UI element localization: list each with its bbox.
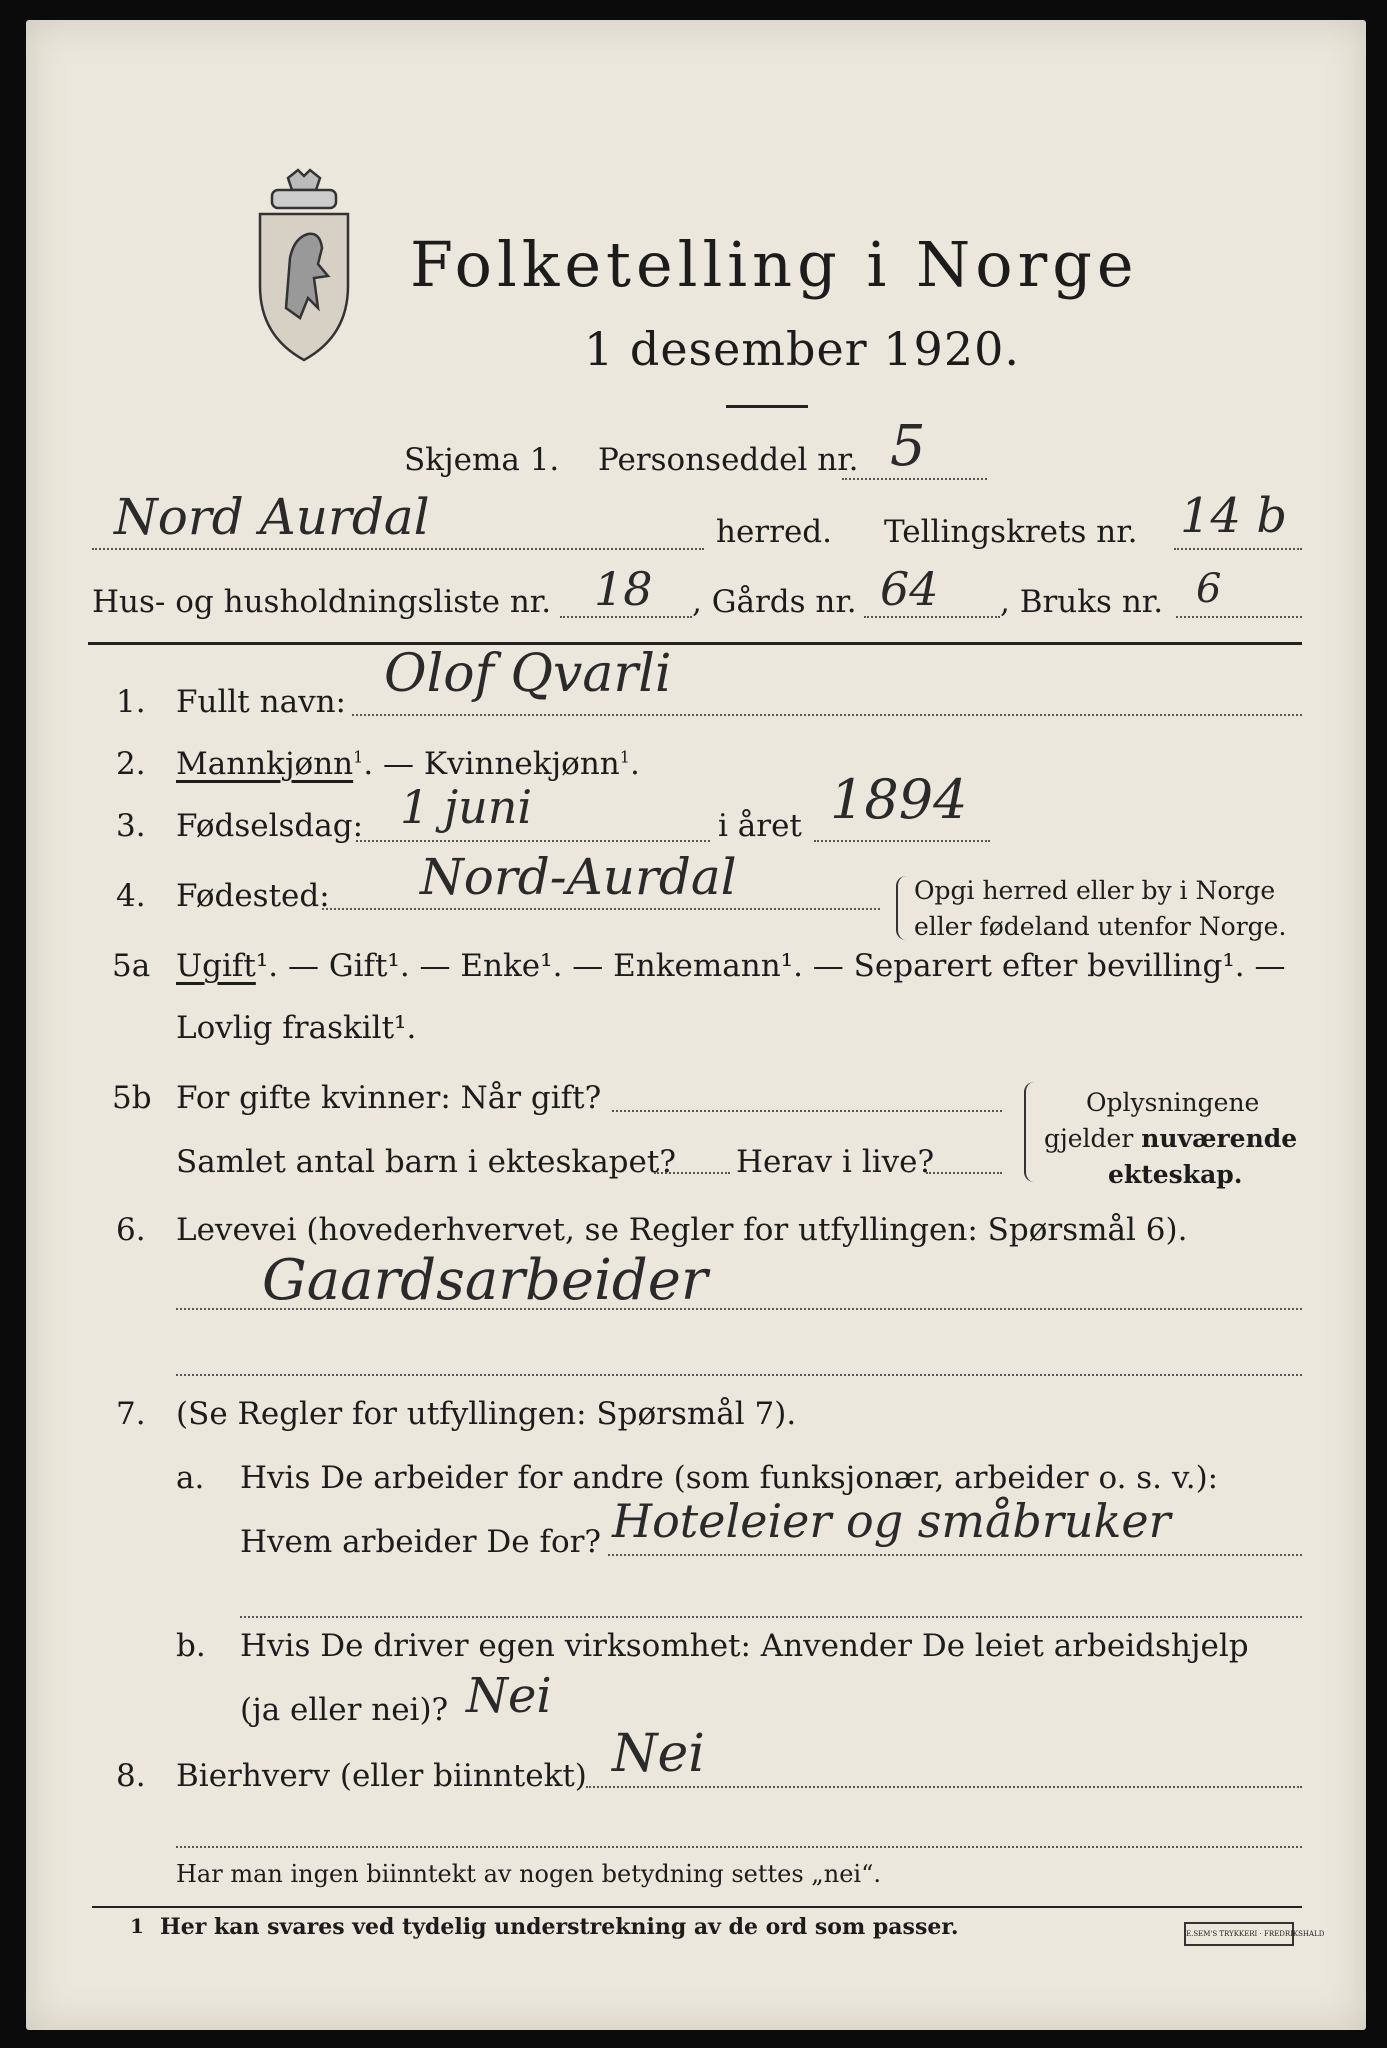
q6-line1 <box>176 1308 1302 1310</box>
herred-line <box>92 548 704 550</box>
bruks-value[interactable]: 6 <box>1196 566 1222 612</box>
q5a-ugift-option[interactable]: Ugift <box>176 948 256 984</box>
q5a-options: Ugift¹. — Gift¹. — Enke¹. — Enkemann¹. — Separert efter bevilling¹. — <box>176 948 1286 984</box>
q8-line <box>586 1786 1302 1788</box>
title-divider <box>726 405 808 408</box>
q7a-line2: Hvem arbeider De for? <box>240 1524 602 1560</box>
q4-brace <box>896 876 906 940</box>
q8-value[interactable]: Nei <box>612 1724 705 1784</box>
herred-value[interactable]: Nord Aurdal <box>114 488 430 546</box>
tellingskrets-label: Tellingskrets nr. <box>884 514 1138 550</box>
q2-male-option[interactable]: Mannkjønn <box>176 746 354 782</box>
q5b-label1: For gifte kvinner: Når gift? <box>176 1080 602 1116</box>
q7a-letter: a. <box>176 1460 205 1496</box>
q3-year-value[interactable]: 1894 <box>830 768 968 831</box>
q5b-alive-line[interactable] <box>926 1172 1002 1174</box>
tellingskrets-line <box>1174 548 1302 550</box>
q7-label: (Se Regler for utfyllingen: Spørsmål 7). <box>176 1396 797 1432</box>
q5b-note-line3: ekteskap. <box>1108 1160 1243 1189</box>
header-divider <box>88 642 1302 645</box>
q6-number: 6. <box>116 1212 146 1248</box>
q5a-number: 5a <box>112 948 151 984</box>
footnote-number: 1 <box>130 1914 144 1938</box>
q4-value[interactable]: Nord-Aurdal <box>420 848 737 906</box>
hus-line <box>560 616 692 618</box>
norway-coat-of-arms-icon <box>248 168 360 366</box>
q7a-extra-line[interactable] <box>240 1616 1302 1618</box>
bruks-line <box>1176 616 1302 618</box>
q7b-value[interactable]: Nei <box>466 1668 552 1724</box>
q5b-children-line[interactable] <box>654 1172 730 1174</box>
q5b-number: 5b <box>112 1080 152 1116</box>
form-title: Folketelling i Norge <box>410 228 1139 301</box>
hus-value[interactable]: 18 <box>594 562 653 616</box>
footer-divider <box>92 1906 1302 1908</box>
q1-line <box>352 714 1302 716</box>
personseddel-value[interactable]: 5 <box>890 414 926 479</box>
gards-label: , Gårds nr. <box>692 584 857 620</box>
q3-year-label: i året <box>718 808 802 844</box>
bruks-label: , Bruks nr. <box>1000 584 1164 620</box>
q2-number: 2. <box>116 746 146 782</box>
footer-note: Har man ingen biinntekt av nogen betydning settes „nei“. <box>176 1860 881 1888</box>
q2-female-option[interactable]: Kvinnekjønn <box>423 746 620 782</box>
gards-line <box>864 616 1000 618</box>
q6-line2[interactable] <box>176 1374 1302 1376</box>
q5b-label3: Herav i live? <box>736 1144 935 1180</box>
q4-note-line2: eller fødeland utenfor Norge. <box>914 912 1287 941</box>
q4-number: 4. <box>116 878 146 914</box>
q8-label: Bierhverv (eller biinntekt) <box>176 1758 587 1794</box>
q3-value[interactable]: 1 juni <box>400 780 533 834</box>
herred-label: herred. <box>716 514 832 550</box>
q5b-married-line[interactable] <box>612 1110 1002 1112</box>
census-date: 1 desember 1920. <box>584 322 1020 376</box>
q4-line <box>322 908 880 910</box>
q8-extra-line[interactable] <box>176 1846 1302 1848</box>
q7a-line1: Hvis De arbeider for andre (som funksjonær, arbeider o. s. v.): <box>240 1460 1219 1496</box>
q5a-line2[interactable]: Lovlig fraskilt¹. <box>176 1010 417 1046</box>
q5b-brace <box>1024 1082 1034 1182</box>
q4-label: Fødested: <box>176 878 330 914</box>
printer-stamp: E.SEM'S TRYKKERI · FREDRIKSHALD <box>1184 1922 1294 1946</box>
q3-day-line <box>356 840 710 842</box>
q7-number: 7. <box>116 1396 146 1432</box>
q4-note-line1: Opgi herred eller by i Norge <box>914 876 1276 905</box>
q2-options: Mannkjønn$^1$. — Kvinnekjønn$^1$. <box>176 746 640 782</box>
q7a-value[interactable]: Hoteleier og småbruker <box>612 1494 1171 1548</box>
personseddel-label: Personseddel nr. <box>598 442 859 478</box>
q3-year-line <box>814 840 990 842</box>
q3-label: Fødselsdag: <box>176 808 364 844</box>
hus-label: Hus- og husholdningsliste nr. <box>92 584 552 620</box>
q8-number: 8. <box>116 1758 146 1794</box>
q7b-line1: Hvis De driver egen virksomhet: Anvender De leiet arbeidshjelp <box>240 1628 1249 1664</box>
q1-label: Fullt navn: <box>176 684 346 720</box>
skjema-label: Skjema 1. <box>404 442 560 478</box>
q6-label: Levevei (hovederhvervet, se Regler for utfyllingen: Spørsmål 6). <box>176 1212 1188 1248</box>
q7b-line2: (ja eller nei)? <box>240 1692 449 1728</box>
q1-number: 1. <box>116 684 146 720</box>
q5b-note-line1: Oplysningene <box>1086 1088 1260 1117</box>
q3-number: 3. <box>116 808 146 844</box>
q5b-label2: Samlet antal barn i ekteskapet? <box>176 1144 676 1180</box>
q1-value[interactable]: Olof Qvarli <box>384 644 672 704</box>
gards-value[interactable]: 64 <box>880 562 939 616</box>
footnote-text: Her kan svares ved tydelig understrekning av de ord som passer. <box>160 1914 959 1940</box>
q6-value[interactable]: Gaardsarbeider <box>262 1248 708 1313</box>
tellingskrets-value[interactable]: 14 b <box>1180 488 1288 544</box>
q7a-line <box>608 1554 1302 1556</box>
q5b-note-line2: gjelder nuværende <box>1044 1124 1298 1153</box>
q7b-letter: b. <box>176 1628 206 1664</box>
